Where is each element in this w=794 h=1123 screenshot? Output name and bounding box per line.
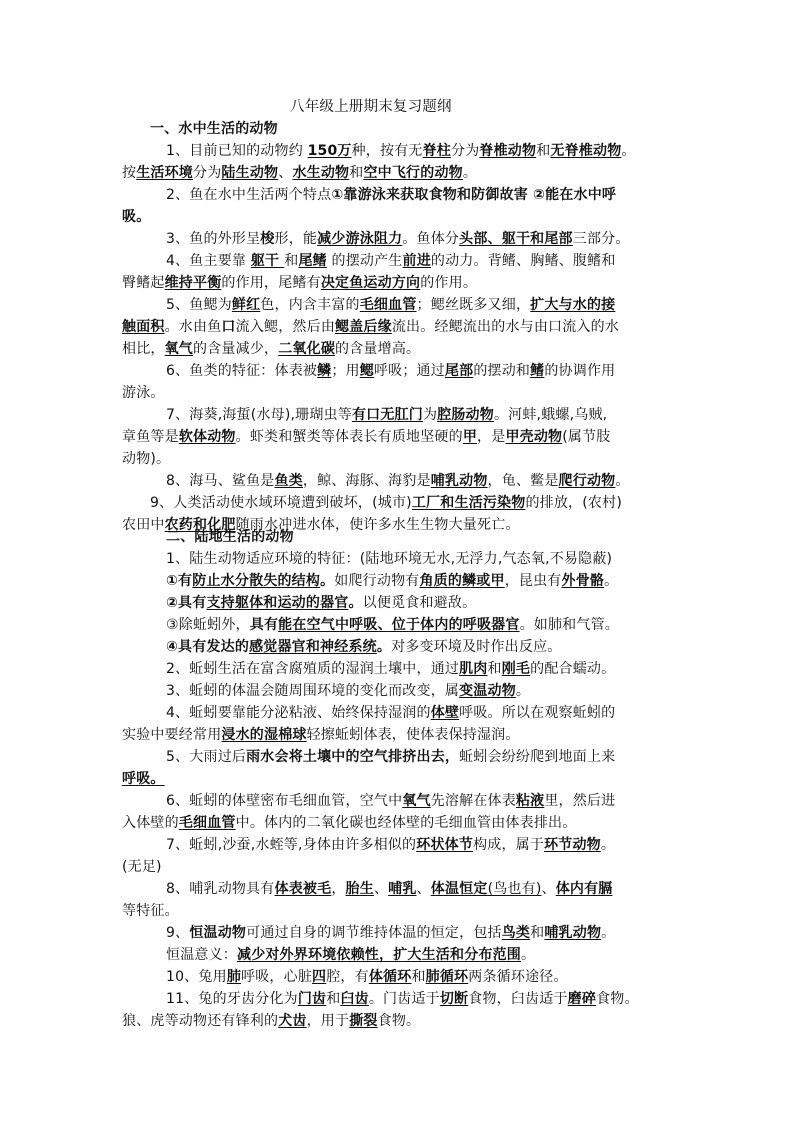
text-run: ，是	[477, 429, 506, 445]
text-run: 、	[541, 881, 556, 897]
text-run: 。如肺和气管。	[519, 617, 619, 633]
emphasized-term: 无脊椎动物	[550, 143, 622, 159]
text-run: 腔，有	[326, 969, 369, 985]
text-run: 6、蚯蚓的体壁密布毛细血管，空气中	[166, 793, 403, 809]
emphasized-term: 扩大与水的接	[530, 297, 616, 313]
text-run: 的作用，尾鳍有	[221, 275, 321, 291]
emphasized-term: 臼齿	[340, 991, 369, 1007]
text-line	[166, 944, 535, 966]
text-line	[166, 360, 615, 382]
text-line	[166, 294, 615, 316]
text-run: 的作用。	[420, 275, 478, 291]
text-run: 。	[600, 837, 616, 853]
text-run: 5、鱼鳃为	[166, 297, 232, 313]
text-line	[122, 162, 477, 184]
text-run: 8、哺乳动物具有	[166, 881, 275, 897]
text-run: 里，然后进	[544, 793, 616, 809]
text-run: 。	[515, 683, 531, 699]
text-line	[122, 856, 162, 878]
emphasized-term: 有口无肛门	[351, 407, 423, 423]
emphasized-term: 水生动物	[292, 165, 350, 181]
text-run: ，昆虫有	[504, 573, 562, 589]
emphasized-term: 环节动物	[544, 837, 601, 853]
text-run: 构成，属于	[473, 837, 545, 853]
text-line	[166, 470, 630, 492]
emphasized-term: 粘液	[515, 793, 545, 809]
text-run: 的配合蠕动。	[530, 661, 616, 677]
text-run: 和	[530, 925, 545, 941]
text-line	[122, 426, 611, 448]
text-run: 。	[462, 165, 478, 181]
text-run: 4、蚯蚓要靠能分泌粘液、始终保持湿润的	[166, 705, 431, 721]
text-run: 两条循环途径。	[468, 969, 568, 985]
text-line	[166, 570, 618, 592]
emphasized-term: 雨水会将土壤中的空气排挤出去，	[246, 749, 460, 765]
text-run: 的协调作用	[544, 363, 616, 379]
text-line	[166, 184, 616, 206]
text-run: 游泳。	[122, 385, 165, 401]
text-run: 7、海葵,海蜇(水母),珊瑚虫等	[166, 407, 352, 423]
text-run: 。	[604, 573, 619, 589]
emphasized-term: 体循环	[368, 969, 412, 985]
text-line	[122, 338, 420, 360]
emphasized-term: 前进	[402, 253, 431, 269]
emphasized-term: 减少游泳阻力	[317, 231, 403, 247]
emphasized-term: ①靠游泳来获取食物和防御故害 ②能在水中呼	[331, 187, 617, 203]
text-line	[166, 922, 615, 944]
text-run: 随雨水冲进水体，使许多水生生物大量死亡。	[235, 517, 520, 533]
emphasized-term: 工厂和生活污染物	[411, 495, 526, 511]
text-run: 10、兔用	[166, 969, 227, 985]
text-run: 农田中	[122, 517, 165, 533]
text-run: 、	[278, 165, 293, 181]
emphasized-term: 甲	[462, 429, 478, 445]
text-run: 8、海马、鲨鱼是	[166, 473, 275, 489]
section-heading-aquatic: 一、水中生活的动物	[150, 121, 278, 137]
emphasized-term: 体表被毛	[274, 881, 332, 897]
emphasized-term: 角质的鳞或甲	[419, 573, 505, 589]
text-run: 11、兔的牙齿分化为	[166, 991, 298, 1007]
emphasized-term: 犬齿	[278, 1013, 307, 1029]
emphasized-term: 肺	[226, 969, 242, 985]
text-run: 轻擦蚯蚓体表，使体表保持湿润。	[306, 727, 520, 743]
emphasized-term: 具有	[249, 617, 279, 633]
text-run: 和	[284, 253, 299, 269]
text-run: 的含量增高。	[335, 341, 421, 357]
text-run: 对多变环境及时作出反应。	[391, 639, 562, 655]
text-run: ；用	[331, 363, 360, 379]
emphasized-term: 触面积	[122, 319, 165, 335]
emphasized-term: 农药和化肥	[164, 517, 236, 533]
text-run: 为	[422, 407, 438, 423]
text-line	[166, 250, 616, 272]
emphasized-term: 恒温动物	[189, 925, 247, 941]
text-run: 中。体内的二氧化碳也经体壁的毛细血管由体表排出。	[235, 815, 577, 831]
emphasized-term: 门齿	[297, 991, 327, 1007]
text-run: ③除蚯蚓外，	[166, 617, 250, 633]
text-run: 4、鱼主要靠	[166, 253, 251, 269]
emphasized-term: 陆生动物	[221, 165, 279, 181]
text-line	[166, 658, 615, 680]
text-run: ，用于	[306, 1013, 350, 1029]
text-run: (属节肢	[562, 429, 611, 445]
emphasized-term: ④具有发达的	[166, 639, 250, 655]
text-run: 呼吸，心脏	[241, 969, 313, 985]
text-run: 先溶解在体表	[430, 793, 516, 809]
text-line	[122, 316, 619, 338]
text-run: 2、鱼在水中生活两个特点	[166, 187, 332, 203]
emphasized-term: 鱼类	[274, 473, 303, 489]
text-run: 。	[601, 925, 616, 941]
text-run: 等特征。	[122, 903, 179, 919]
text-run: 入体壁的	[122, 815, 179, 831]
text-run: 呼吸；通过	[373, 363, 445, 379]
text-run: ，龟、鳖是	[487, 473, 559, 489]
emphasized-term: 哺乳动物	[544, 925, 602, 941]
emphasized-term: 毛细血管	[359, 297, 417, 313]
text-run: 实验中要经常用	[122, 727, 222, 743]
emphasized-term: 支持躯体和运动的器官	[206, 595, 349, 611]
text-run: ；鳃丝既多又细，	[416, 297, 531, 313]
emphasized-term: 刚毛	[501, 661, 531, 677]
text-run: 分为	[193, 165, 222, 181]
emphasized-term: 甲壳动物	[505, 429, 563, 445]
emphasized-term: 体内有膈	[555, 881, 613, 897]
text-run: 。	[615, 473, 630, 489]
emphasized-term: 梭	[260, 231, 275, 247]
text-run: 6、鱼类的特征：体表被	[166, 363, 318, 379]
text-run: 食物，臼齿适于	[468, 991, 568, 1007]
emphasized-term: 鳃盖后缘	[335, 319, 392, 335]
document-title: 八年级上册期末复习题纲	[290, 99, 452, 115]
text-run: 分为	[451, 143, 480, 159]
text-run: 9、人类活动使水域环境遭到破坏，(城市)	[150, 495, 412, 511]
text-run: 臀鳍起	[122, 275, 165, 291]
text-run: 。	[521, 947, 536, 963]
emphasized-term: 鳍	[530, 363, 545, 379]
emphasized-term: ①有	[166, 573, 193, 589]
text-run: 食物。	[596, 991, 639, 1007]
text-line	[166, 140, 636, 162]
text-run: 章鱼等是	[122, 429, 179, 445]
text-run: (无足)	[122, 859, 162, 875]
text-run: 3、蚯蚓的体温会随周围环境的变化而改变，属	[166, 683, 460, 699]
text-line	[122, 272, 477, 294]
emphasized-term: 鸟类	[501, 925, 531, 941]
emphasized-term: 呼吸。	[122, 771, 165, 787]
text-run: 。水由鱼	[164, 319, 222, 335]
emphasized-term: 二氧化碳	[278, 341, 336, 357]
text-line	[122, 812, 576, 834]
emphasized-term: 感觉器官和神经系统	[249, 639, 377, 655]
text-line	[166, 702, 615, 724]
text-line	[122, 724, 520, 746]
text-run: 7、蚯蚓,沙蚕,水蛭等,身体由许多相似的	[166, 837, 417, 853]
emphasized-term: 腔肠动物	[437, 407, 494, 423]
text-run: 形，能	[274, 231, 318, 247]
text-run: 。鱼体分	[402, 231, 460, 247]
text-run: 2、蚯蚓生活在富含腐殖质的湿润土壤中，通过	[166, 661, 460, 677]
text-run: 色，内含丰富的	[260, 297, 360, 313]
emphasized-term: 维持平衡	[164, 275, 222, 291]
emphasized-term: 哺乳	[388, 881, 417, 897]
text-run: 流入鳃，然后由	[235, 319, 336, 335]
text-run: 相比，	[122, 341, 165, 357]
emphasized-term: 。	[320, 573, 335, 589]
text-run: 流出。经鳃流出的水与由口流入的水	[391, 319, 620, 335]
text-run: 的动力。背鳍、胸鳍、腹鳍和	[430, 253, 616, 269]
text-run: 的含量减少，	[193, 341, 279, 357]
text-run: 如爬行动物有	[334, 573, 420, 589]
text-run: ，鲸、海豚、海豹是	[302, 473, 431, 489]
text-run: 的排放，(农村)	[525, 495, 622, 511]
text-run: 。	[621, 143, 636, 159]
emphasized-term: 氧气	[402, 793, 431, 809]
text-run: 3、鱼的外形呈	[166, 231, 261, 247]
text-line	[166, 404, 607, 426]
text-run: 呼吸。所以在观察蚯蚓的	[459, 705, 616, 721]
text-line	[122, 900, 179, 922]
emphasized-term: 。	[376, 639, 392, 655]
text-line	[166, 746, 615, 768]
emphasized-term: 体壁	[430, 705, 460, 721]
text-run: 动物)。	[122, 451, 171, 467]
text-run: 和	[487, 661, 502, 677]
text-run: 食物。	[377, 1013, 421, 1029]
text-run: 的摆动和	[473, 363, 531, 379]
text-run: 和	[411, 969, 426, 985]
text-run: 三部分。	[572, 231, 630, 247]
section-heading-terrestrial: 二、陆地生活的动物	[166, 529, 294, 545]
text-run: ，	[331, 881, 346, 897]
emphasized-term: 毛细血管	[178, 815, 236, 831]
text-run: 的摆动产生	[326, 253, 403, 269]
text-run: 和	[536, 143, 551, 159]
emphasized-term: 撕裂	[349, 1013, 378, 1029]
text-run: 和	[326, 991, 341, 1007]
emphasized-term: 防止水分散失的结构	[192, 573, 321, 589]
emphasized-term: 鳃	[359, 363, 374, 379]
emphasized-term: 爬行动物	[558, 473, 616, 489]
emphasized-term: 哺乳动物	[430, 473, 488, 489]
text-line	[166, 790, 615, 812]
text-run: 1、目前已知的动物约	[166, 143, 308, 159]
text-run: 以便觅食和避敌。	[362, 595, 477, 611]
emphasized-term: ②具有	[166, 595, 207, 611]
text-line	[166, 966, 568, 988]
emphasized-term: 外骨骼	[561, 573, 605, 589]
emphasized-term: 能在空气中呼吸、位于体内的呼吸器官	[278, 617, 520, 633]
text-line	[166, 988, 639, 1010]
emphasized-term: 脊椎动物	[479, 143, 537, 159]
emphasized-term: 氧气	[164, 341, 194, 357]
emphasized-term: 胎生	[345, 881, 374, 897]
emphasized-term: 肌肉	[459, 661, 488, 677]
emphasized-term: 150万	[307, 143, 352, 159]
emphasized-term: (鸟也有)	[487, 881, 542, 897]
text-run: 5、大雨过后	[166, 749, 247, 765]
emphasized-term: 头部、躯干和尾部	[459, 231, 573, 247]
text-run: 狼、虎等动物还有锋利的	[122, 1013, 279, 1029]
text-line	[122, 514, 520, 536]
text-line	[166, 680, 530, 702]
text-run: 恒温意义：	[166, 947, 237, 963]
emphasized-term: 变温动物	[459, 683, 516, 699]
emphasized-term: 鲜红	[231, 297, 261, 313]
text-run: 可通过自身的调节维持体温的恒定，包括	[246, 925, 502, 941]
emphasized-term: 。	[348, 595, 363, 611]
text-run: 按	[122, 165, 137, 181]
text-run: 1、陆生动物适应环境的特征：(陆地环境无水,无浮力,气态氧,不易隐蔽)	[166, 551, 613, 567]
text-run: 。虾类和蟹类等体表长有质地坚硬的	[235, 429, 463, 445]
text-line	[122, 768, 165, 790]
text-run: 蚯蚓会纷纷爬到地面上来	[459, 749, 616, 765]
emphasized-term: 肺循环	[425, 969, 469, 985]
text-line	[150, 492, 622, 514]
emphasized-term: 空中飞行的动物	[363, 165, 463, 181]
text-line	[122, 206, 150, 228]
emphasized-term: 减少对外界环境依赖性，扩大生活和分布范围	[237, 947, 521, 963]
text-line	[122, 1010, 420, 1032]
emphasized-term: 环状体节	[416, 837, 474, 853]
emphasized-term: 生活环境	[136, 165, 194, 181]
emphasized-term: 磨碎	[567, 991, 597, 1007]
text-line	[122, 448, 170, 470]
emphasized-term: 四	[312, 969, 327, 985]
text-run: 、	[373, 881, 389, 897]
emphasized-term: 尾鳍	[298, 253, 327, 269]
text-line	[166, 548, 612, 570]
emphasized-term: 决定鱼运动方向	[320, 275, 421, 291]
emphasized-term: 躯干	[250, 253, 285, 269]
text-line	[166, 878, 613, 900]
text-line	[166, 228, 630, 250]
emphasized-term: 吸。	[122, 209, 151, 225]
text-run: 种，按有无	[351, 143, 423, 159]
text-run: 、	[416, 881, 431, 897]
emphasized-term: 口	[221, 319, 236, 335]
text-line	[166, 592, 476, 614]
text-line	[166, 636, 561, 658]
emphasized-term: 切断	[439, 991, 469, 1007]
emphasized-term: 鳞	[317, 363, 332, 379]
text-run: 。门齿适于	[368, 991, 440, 1007]
emphasized-term: 软体动物	[178, 429, 236, 445]
text-line	[122, 382, 165, 404]
emphasized-term: 尾部	[444, 363, 474, 379]
text-run: 。河蚌,蛾螺,乌贼,	[493, 407, 608, 423]
text-line	[166, 834, 615, 856]
emphasized-term: 浸水的湿棉球	[221, 727, 307, 743]
emphasized-term: 脊柱	[422, 143, 451, 159]
emphasized-term: 体温恒定	[430, 881, 488, 897]
text-line	[166, 614, 619, 636]
text-run: 9、	[166, 925, 190, 941]
text-run: 和	[349, 165, 364, 181]
